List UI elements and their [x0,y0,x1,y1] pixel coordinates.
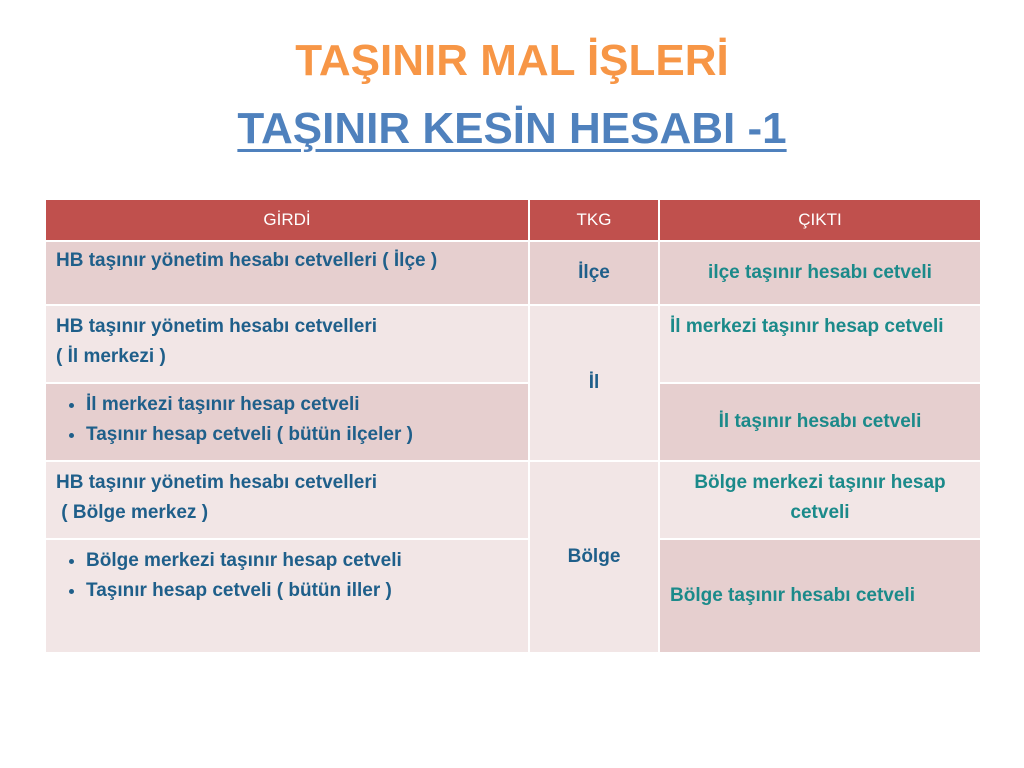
row5-girdi [45,539,529,653]
row4-girdi [45,461,529,539]
row2-girdi-line1: HB taşınır yönetim hesabı cetvelleri [56,316,378,337]
list-item: • İl merkezi taşınır hesap cetveli [86,390,518,420]
row2-cikti: İl merkezi taşınır hesap cetveli [659,305,981,383]
row2-girdi [45,305,529,383]
table-row [45,305,981,383]
page-title: TAŞINIR MAL İŞLERİ [295,36,729,85]
header-tkg: TKG [529,199,659,241]
page-subtitle: TAŞINIR KESİN HESABI -1 [237,104,787,153]
row2-tkg: İl [529,305,659,461]
row4-girdi-line2: ( Bölge merkez ) [56,502,209,523]
row3-cikti: İl taşınır hesabı cetveli [659,383,981,461]
table-row [45,383,981,461]
table-row [45,539,981,653]
row3-girdi [45,383,529,461]
row5-girdi-list [56,546,518,606]
header-cikti: ÇIKTI [659,199,981,241]
table-row [45,461,981,539]
row2-girdi-line2: ( İl merkezi ) [56,346,166,367]
table-header-row [45,199,981,241]
row1-girdi: HB taşınır yönetim hesabı cetvelleri ( İlçe ) [45,241,529,305]
row4-cikti: Bölge merkezi taşınır hesap cetveli [659,461,981,539]
list-item: • Bölge merkezi taşınır hesap cetveli [86,546,518,576]
hesap-table [44,198,982,654]
row5-cikti: Bölge taşınır hesabı cetveli [659,539,981,653]
list-item: • Taşınır hesap cetveli ( bütün ilçeler ) [86,420,518,450]
header-girdi: GİRDİ [45,199,529,241]
row1-tkg: İlçe [529,241,659,305]
row4-girdi-line1: HB taşınır yönetim hesabı cetvelleri [56,472,378,493]
row4-tkg: Bölge [529,461,659,653]
table-row [45,241,981,305]
row3-girdi-list [56,390,518,450]
row1-cikti: ilçe taşınır hesabı cetveli [659,241,981,305]
list-item: • Taşınır hesap cetveli ( bütün iller ) [86,576,518,606]
